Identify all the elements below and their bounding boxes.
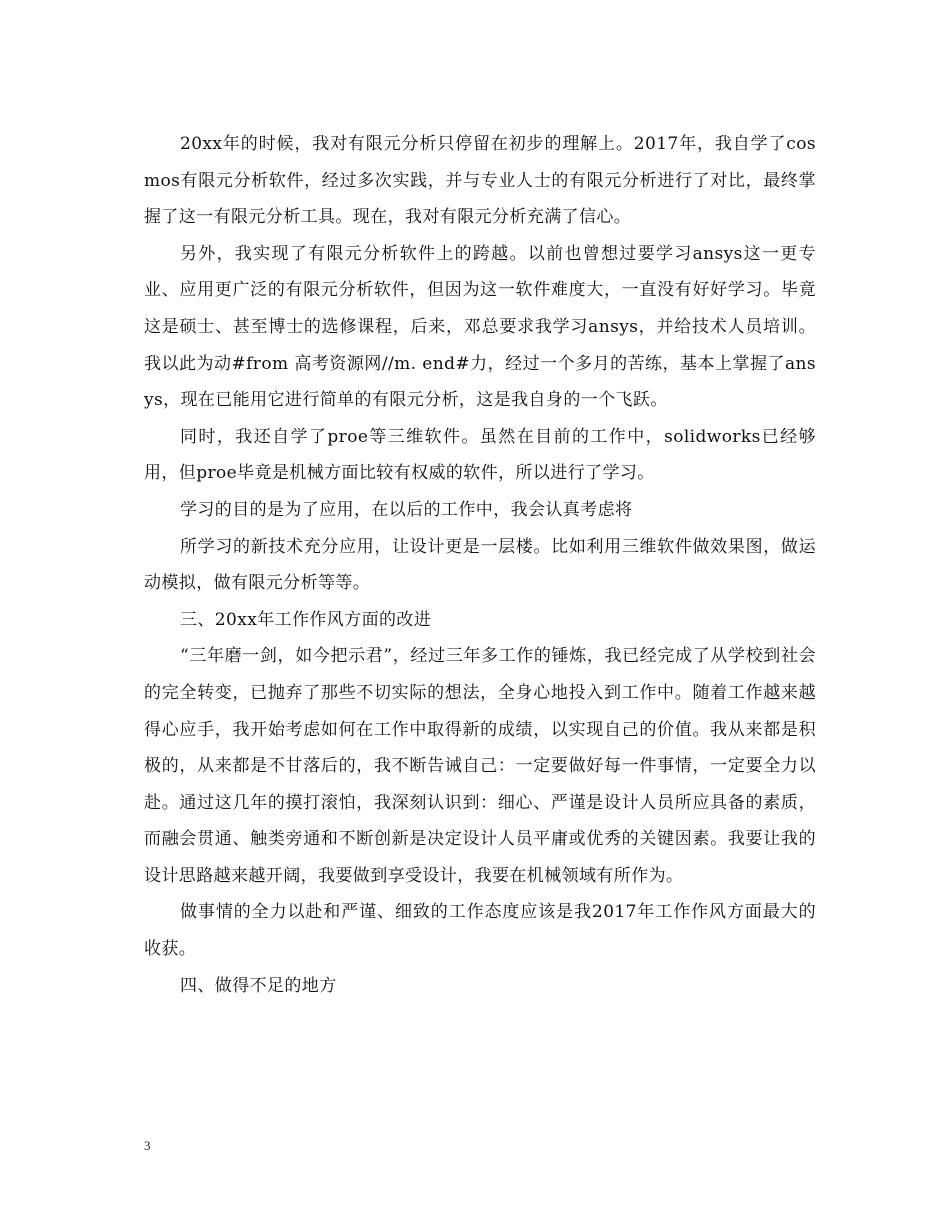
paragraph-learning-purpose: 学习的目的是为了应用，在以后的工作中，我会认真考虑将 [180,499,633,520]
paragraph-proe-learning: 同时，我还自学了proe等三维软件。虽然在目前的工作中，solidworks已经够用，但proe毕竟是机械方面比较有权威的软件，所以进行了学习。 [144,426,816,484]
paragraph-ansys-learning: 另外，我实现了有限元分析软件上的跨越。以前也曾想过要学习ansys这一更专业、应用更广泛的有限元分析软件，但因为这一软件难度大，一直没有好好学习。毕竟这是硕士、甚至博士的选修课程，后来，邓总要求我学习ansys，并给技术人员培训。我以此为动#from 高考资源网//m. end#力，经过一个多月的苦练，基本上掌握了ansys，现在已能用它进行简单的有限元分析，这是我自身的一个飞跃。 [144,243,816,411]
paragraph-apply-new-tech: 所学习的新技术充分应用，让设计更是一层楼。比如利用三维软件做效果图，做运动模拟，做有限元分析等等。 [144,536,816,594]
paragraph-three-years: “三年磨一剑，如今把示君”，经过三年多工作的锤炼，我已经完成了从学校到社会的完全转变，已抛弃了那些不切实际的想法，全身心地投入到工作中。随着工作越来越得心应手，我开始考虑如何在工作中取得新的成绩，以实现自己的价值。我从来都是积极的，从来都是不甘落后的，我不断告诫自己：一定要做好每一件事情，一定要全力以赴。通过这几年的摸打滚怕，我深刻认识到：细心、严谨是设计人员所应具备的素质，而融会贯通、触类旁通和不断创新是决定设计人员平庸或优秀的关键因素。我要让我的设计思路越来越开阔，我要做到享受设计，我要在机械领域有所作为。 [144,646,816,886]
paragraph-work-attitude: 做事情的全力以赴和严谨、细致的工作态度应该是我2017年工作作风方面最大的收获。 [144,902,816,960]
page-number: 3 [144,1138,151,1153]
section-heading-shortcomings: 四、做得不足的地方 [180,975,337,996]
document-body [144,126,816,1004]
section-heading-work-style: 三、20xx年工作作风方面的改进 [180,609,432,630]
paragraph-cosmos-learning: 20xx年的时候，我对有限元分析只停留在初步的理解上。2017年，我自学了cosmos有限元分析软件，经过多次实践，并与专业人士的有限元分析进行了对比，最终掌握了这一有限元分析工具。现在，我对有限元分析充满了信心。 [144,134,816,228]
